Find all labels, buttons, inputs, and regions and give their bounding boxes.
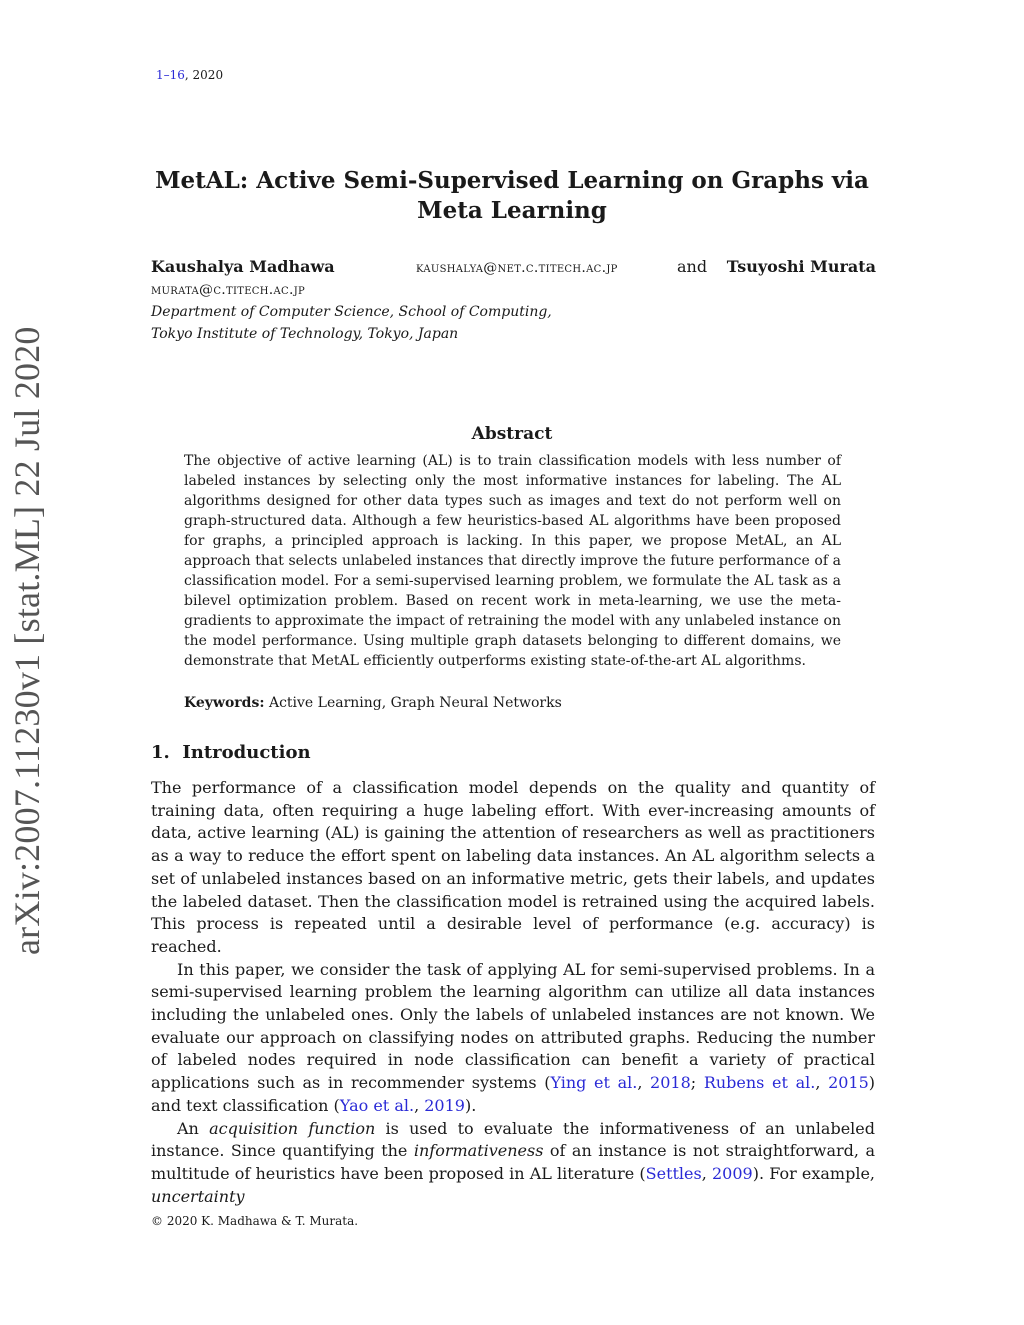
citation-settles-year[interactable]: 2009	[712, 1163, 753, 1183]
page-range-link[interactable]: 1–16	[156, 68, 185, 82]
term-informativeness: informativeness	[413, 1141, 544, 1161]
header-year: , 2020	[184, 68, 224, 82]
citation-ying[interactable]: Ying et al.	[550, 1073, 638, 1093]
keywords	[184, 693, 841, 713]
paragraph-2: In this paper, we consider the task of applying AL for semi-supervised problems. In a semi-supervised learning problem the learning algorithm can utilize all data instances including the unlabeled ones. Only the labels of unlabeled instances are not known. We evaluate our approach on classifying nodes on attributed graphs. Reducing the number of labeled nodes required in node classification can benefit a variety of practical applications such as in recommender systems (Ying et al., 2018; Rubens et al., 2015) and text classification (Yao et al., 2019).	[151, 959, 876, 1115]
paragraph-3: An acquisition function is used to evaluate the informativeness of an unlabeled instance. Since quantifying the informativeness of an instance is not straightforward, a multitude of heuristics have been proposed in AL literature (Settles, 2009). For example, uncertainty	[151, 1118, 876, 1206]
author-2-name: Tsuyoshi Murata	[726, 257, 876, 276]
paragraph-3-c: of an instance is not straightforward, a multitude of heuristics have been proposed in AL literature (	[151, 1141, 876, 1183]
keywords-label: Keywords:	[184, 695, 265, 711]
abstract-text: The objective of active learning (AL) is to train classification models with less number of labeled instances by selecting only the most informative instances for labeling. The AL algorithms designed for other data types such as images and text do not perform well on graph-structured data. Although a few heuristics-based AL algorithms have been proposed for graphs, a principled approach is lacking. In this paper, we propose MetAL, an AL approach that selects unlabeled instances that directly improve the future performance of a classification model. For a semi-supervised learning problem, we formulate the AL task as a bilevel optimization problem. Based on recent work in meta-learning, we use the meta-gradients to approximate the impact of retraining the model with any unlabeled instance on the model performance. Using multiple graph datasets belonging to different domains, we demonstrate that MetAL efficiently outperforms existing state-of-the-art AL algorithms.	[184, 453, 841, 669]
paragraph-2-text: In this paper, we consider the task of applying AL for semi-supervised problems. In a semi-supervised learning problem the learning algorithm can utilize all data instances including the unlabeled ones. Only the labels of unlabeled instances are not known. We evaluate our approach on classifying nodes on attributed graphs. Reducing the number of labeled nodes required in node classification can benefit a variety of practical applications such as in recommender systems (	[151, 959, 875, 1093]
term-uncertainty: uncertainty	[151, 1186, 245, 1206]
paper-title	[0, 166, 1024, 226]
author-2-email: murata@c.titech.ac.jp	[151, 282, 306, 298]
author-1-email: kaushalya@net.c.titech.ac.jp	[416, 260, 618, 276]
section-title: Introduction	[182, 742, 311, 763]
body-text	[151, 777, 875, 1208]
paragraph-3-b: is used to evaluate the informativeness of an unlabeled instance. Since quantifying the	[151, 1118, 875, 1161]
citation-yao[interactable]: Yao et al.	[339, 1095, 415, 1115]
citation-rubens-year[interactable]: 2015	[828, 1073, 869, 1093]
page-header	[156, 68, 223, 82]
arxiv-side-stamp: arXiv:2007.11230v1 [stat.ML] 22 Jul 2020	[7, 326, 47, 955]
copyright-footer: © 2020 K. Madhawa & T. Murata.	[151, 1214, 359, 1228]
abstract-heading: Abstract	[471, 424, 553, 444]
paragraph-3-a: An	[177, 1118, 210, 1138]
citation-settles[interactable]: Settles	[645, 1163, 702, 1183]
paragraph-3-d: ). For example,	[752, 1163, 876, 1183]
citation-ying-year[interactable]: 2018	[650, 1073, 691, 1093]
keywords-list: Active Learning, Graph Neural Networks	[264, 695, 562, 711]
section-number: 1.	[151, 742, 170, 763]
author-conjunction: and	[677, 257, 708, 276]
author-block	[151, 256, 876, 344]
author-1-name: Kaushalya Madhawa	[151, 257, 335, 276]
paragraph-2-end: ).	[464, 1095, 477, 1115]
title-line-1: MetAL: Active Semi-Supervised Learning on Graphs via	[155, 167, 869, 194]
paragraph-1: The performance of a classification model depends on the quality and quantity of training data, often requiring a huge labeling effort. With ever-increasing amounts of data, active learning (AL) is gaining the attention of researchers as well as practitioners as a way to reduce the effort spent on labeling data instances. An AL algorithm selects a set of unlabeled instances based on an informative metric, gets their labels, and updates the labeled dataset. Then the classification model is retrained using the acquired labels. This process is repeated until a desirable level of performance (e.g. accuracy) is reached.	[151, 778, 875, 956]
section-heading	[151, 742, 311, 763]
citation-yao-year[interactable]: 2019	[424, 1095, 465, 1115]
paragraph-2-mid: ) and text classification (	[151, 1073, 876, 1115]
citation-rubens[interactable]: Rubens et al.	[703, 1073, 816, 1093]
affiliation-line-2: Tokyo Institute of Technology, Tokyo, Japan	[151, 326, 459, 342]
affiliation-line-1: Department of Computer Science, School of Computing,	[151, 304, 552, 320]
title-line-2: Meta Learning	[417, 197, 607, 224]
term-acquisition-function: acquisition function	[209, 1118, 376, 1138]
